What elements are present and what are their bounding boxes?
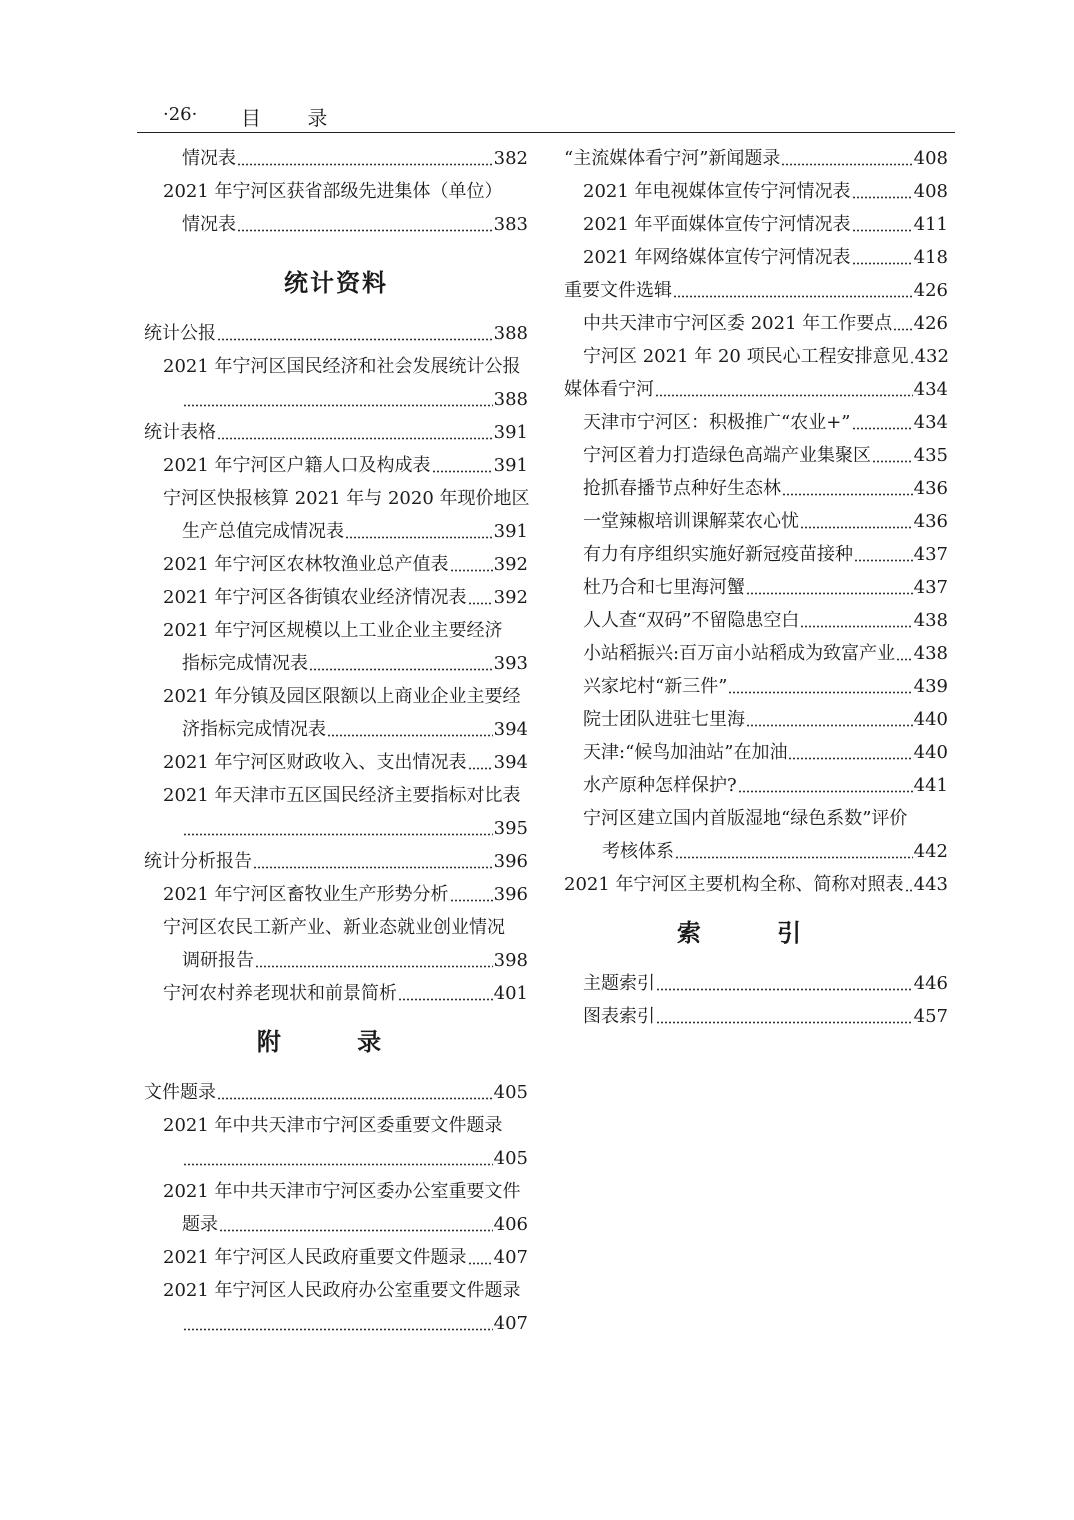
toc-entry-title: 2021 年中共天津市宁河区委办公室重要文件 [163, 1181, 521, 1202]
toc-entry-title: 2021 年网络媒体宣传宁河情况表 [583, 247, 851, 268]
dot-leader [183, 1328, 493, 1331]
dot-leader [253, 866, 493, 869]
toc-entry [182, 519, 528, 545]
toc-page-number: 438 [913, 643, 948, 664]
page-number: ·26· [163, 104, 198, 125]
toc-page-number: 446 [913, 973, 948, 994]
toc-page-number: 426 [913, 280, 948, 301]
toc-entry [163, 453, 528, 479]
toc-page-number: 439 [913, 676, 948, 697]
toc-entry [182, 387, 528, 413]
toc-entry [583, 971, 948, 997]
toc-page-number: 437 [913, 577, 948, 598]
toc-entry [163, 179, 528, 205]
toc-entry-title: 人人查“双码”不留隐患空白 [583, 610, 800, 631]
toc-entry-title: 调研报告 [182, 950, 254, 971]
dot-leader [432, 470, 493, 473]
toc-entry [583, 344, 948, 370]
toc-page-number: 443 [913, 874, 948, 895]
toc-page-number: 426 [913, 313, 948, 334]
toc-entry [163, 552, 528, 578]
toc-page-number: 436 [913, 478, 948, 499]
toc-entry-title: “主流媒体看宁河”新闻题录 [564, 148, 781, 169]
toc-entry [583, 608, 948, 634]
dot-leader [852, 427, 913, 430]
dot-leader [675, 856, 913, 859]
toc-entry-title: 宁河区建立国内首版湿地“绿色系数”评价 [583, 808, 908, 829]
toc-entry-title: 天津市宁河区：积极推广“农业+” [583, 412, 851, 433]
toc-entry [583, 806, 948, 832]
dot-leader [746, 592, 913, 595]
toc-entry [583, 542, 948, 568]
toc-page-number: 396 [493, 884, 528, 905]
toc-page-number: 398 [493, 950, 528, 971]
dot-leader [800, 526, 913, 529]
toc-entry-title: 指标完成情况表 [182, 653, 308, 674]
dot-leader [217, 1097, 493, 1100]
toc-page-number: 406 [493, 1214, 528, 1235]
toc-page-number: 405 [493, 1148, 528, 1169]
toc-entry [583, 443, 948, 469]
dot-leader [468, 1262, 493, 1265]
toc-entry-title: 宁河区农民工新产业、新业态就业创业情况 [163, 917, 505, 938]
dot-leader [656, 988, 913, 991]
dot-leader [738, 790, 913, 793]
toc-entry [163, 915, 528, 941]
page-header [137, 100, 955, 133]
toc-entry-title: 兴家坨村“新三件” [583, 676, 728, 697]
toc-page-number: 388 [493, 323, 528, 344]
toc-entry-title: 2021 年中共天津市宁河区委重要文件题录 [163, 1115, 503, 1136]
toc-page-number: 383 [493, 214, 528, 235]
toc-page-number: 388 [493, 389, 528, 410]
dot-leader [782, 493, 913, 496]
toc-page-number: 392 [493, 587, 528, 608]
dot-leader [309, 668, 493, 671]
toc-entry [583, 410, 948, 436]
toc-entry [144, 1080, 528, 1106]
toc-page-number: 382 [493, 148, 528, 169]
toc-entry-title: 宁河区 2021 年 20 项民心工程安排意见 [583, 346, 909, 367]
toc-entry-title: 2021 年宁河区各街镇农业经济情况表 [163, 587, 467, 608]
toc-entry-title: 文件题录 [144, 1082, 216, 1103]
toc-entry-title: 2021 年宁河区农林牧渔业总产值表 [163, 554, 449, 575]
dot-leader [781, 163, 912, 166]
toc-entry [182, 651, 528, 677]
dot-leader [852, 262, 913, 265]
toc-entry-title: 统计表格 [144, 422, 216, 443]
toc-entry [144, 420, 528, 446]
section-heading: 索 引 [676, 918, 836, 947]
toc-entry [583, 476, 948, 502]
dot-leader [327, 734, 493, 737]
toc-entry [182, 212, 528, 238]
toc-entry [583, 509, 948, 535]
toc-page-number: 434 [913, 379, 948, 400]
toc-entry [583, 773, 948, 799]
toc-entry-title: 情况表 [182, 148, 236, 169]
toc-page-number: 440 [913, 709, 948, 730]
toc-entry [163, 882, 528, 908]
toc-entry [163, 618, 528, 644]
dot-leader [656, 1021, 913, 1024]
toc-entry-title: 2021 年宁河区规模以上工业企业主要经济 [163, 620, 503, 641]
toc-entry [583, 1004, 948, 1030]
toc-entry [182, 1146, 528, 1172]
toc-entry-title: 小站稻振兴:百万亩小站稻成为致富产业 [583, 643, 896, 664]
toc-entry-title: 宁河区快报核算 2021 年与 2020 年现价地区 [163, 488, 530, 509]
toc-page-number: 437 [913, 544, 948, 565]
toc-entry-title: 2021 年平面媒体宣传宁河情况表 [583, 214, 851, 235]
toc-entry-title: 院士团队进驻七里海 [583, 709, 745, 730]
toc-entry [564, 146, 948, 172]
toc-entry-title: 2021 年宁河区国民经济和社会发展统计公报 [163, 356, 521, 377]
toc-entry [602, 839, 948, 865]
toc-page-number: 396 [493, 851, 528, 872]
dot-leader [183, 833, 493, 836]
toc-entry [163, 783, 528, 809]
toc-page-number: 434 [913, 412, 948, 433]
dot-leader [788, 757, 912, 760]
toc-entry-title: 水产原种怎样保护? [583, 775, 737, 796]
toc-page-number: 394 [493, 752, 528, 773]
toc-entry [163, 750, 528, 776]
toc-page-number: 438 [913, 610, 948, 631]
toc-entry [583, 740, 948, 766]
toc-entry-title: 2021 年宁河区户籍人口及构成表 [163, 455, 431, 476]
toc-entry-title: 2021 年宁河区人民政府办公室重要文件题录 [163, 1280, 521, 1301]
toc-page-number: 393 [493, 653, 528, 674]
toc-page-number: 435 [913, 445, 948, 466]
toc-entry-title: 主题索引 [583, 973, 655, 994]
dot-leader [219, 1229, 493, 1232]
toc-entry-title: 2021 年宁河区获省部级先进集体（单位） [163, 181, 503, 202]
toc-entry-title: 情况表 [182, 214, 236, 235]
toc-page-number: 392 [493, 554, 528, 575]
toc-entry-title: 2021 年宁河区主要机构全称、简称对照表 [564, 874, 904, 895]
toc-page-number: 436 [913, 511, 948, 532]
dot-leader [450, 569, 493, 572]
toc-page-number: 411 [913, 214, 948, 235]
toc-page-number: 408 [913, 181, 948, 202]
dot-leader [893, 328, 912, 331]
section-heading: 附 录 [256, 1027, 416, 1056]
toc-page-number: 457 [913, 1006, 948, 1027]
dot-leader [183, 1163, 493, 1166]
dot-leader [217, 338, 493, 341]
toc-entry-title: 抢抓春播节点种好生态林 [583, 478, 781, 499]
toc-entry-title: 统计分析报告 [144, 851, 252, 872]
dot-leader [896, 658, 913, 661]
toc-entry-title: 2021 年电视媒体宣传宁河情况表 [583, 181, 851, 202]
toc-entry [564, 278, 948, 304]
toc-page-number: 401 [493, 983, 528, 1004]
toc-page-number: 407 [493, 1247, 528, 1268]
toc-entry-title: 媒体看宁河 [564, 379, 654, 400]
dot-leader [468, 767, 493, 770]
dot-leader [468, 602, 493, 605]
toc-entry-title: 题录 [182, 1214, 218, 1235]
toc-entry-title: 重要文件选辑 [564, 280, 672, 301]
toc-entry [182, 1311, 528, 1337]
toc-entry [583, 245, 948, 271]
dot-leader [852, 229, 913, 232]
dot-leader [872, 460, 913, 463]
dot-leader [398, 998, 493, 1001]
toc-entry [163, 1245, 528, 1271]
toc-page-number: 405 [493, 1082, 528, 1103]
page-title: 目 录 [241, 106, 348, 130]
dot-leader [673, 295, 913, 298]
dot-leader [852, 196, 913, 199]
toc-entry [564, 377, 948, 403]
toc-page-number: 432 [914, 346, 949, 367]
toc-entry-title: 中共天津市宁河区委 2021 年工作要点 [583, 313, 893, 334]
toc-page-number: 391 [493, 422, 528, 443]
dot-leader [728, 691, 912, 694]
dot-leader [255, 965, 493, 968]
dot-leader [183, 404, 493, 407]
toc-page-number: 407 [493, 1313, 528, 1334]
toc-entry [583, 179, 948, 205]
dot-leader [217, 437, 493, 440]
toc-entry [163, 354, 528, 380]
dot-leader [345, 536, 493, 539]
toc-entry-title: 2021 年分镇及园区限额以上商业企业主要经 [163, 686, 521, 707]
toc-entry [583, 212, 948, 238]
toc-page-number: 418 [913, 247, 948, 268]
toc-entry [144, 849, 528, 875]
section-heading: 统计资料 [284, 268, 388, 297]
toc-page-number: 408 [913, 148, 948, 169]
toc-entry [583, 311, 948, 337]
toc-page-number: 391 [493, 455, 528, 476]
toc-entry-title: 2021 年宁河区畜牧业生产形势分析 [163, 884, 449, 905]
toc-entry [182, 948, 528, 974]
toc-entry [163, 486, 528, 512]
toc-entry-title: 杜乃合和七里海河蟹 [583, 577, 745, 598]
toc-entry [182, 816, 528, 842]
toc-entry-title: 考核体系 [602, 841, 674, 862]
toc-entry [163, 1113, 528, 1139]
toc-entry [583, 575, 948, 601]
toc-entry [163, 981, 528, 1007]
dot-leader [237, 163, 493, 166]
toc-entry [163, 585, 528, 611]
toc-entry [182, 1212, 528, 1238]
toc-entry-title: 天津:“候鸟加油站”在加油 [583, 742, 788, 763]
toc-entry [182, 717, 528, 743]
toc-entry-title: 宁河农村养老现状和前景简析 [163, 983, 397, 1004]
toc-entry [583, 674, 948, 700]
toc-entry-title: 图表索引 [583, 1006, 655, 1027]
toc-entry [163, 684, 528, 710]
toc-page-number: 441 [913, 775, 948, 796]
toc-entry-title: 一堂辣椒培训课解菜农心忧 [583, 511, 799, 532]
toc-entry [583, 641, 948, 667]
dot-leader [746, 724, 913, 727]
toc-entry-title: 济指标完成情况表 [182, 719, 326, 740]
toc-entry-title: 2021 年天津市五区国民经济主要指标对比表 [163, 785, 521, 806]
dot-leader [450, 899, 493, 902]
dot-leader [800, 625, 912, 628]
dot-leader [905, 889, 913, 892]
toc-page-number: 391 [493, 521, 528, 542]
toc-entry [182, 146, 528, 172]
toc-page-number: 395 [493, 818, 528, 839]
toc-entry-title: 2021 年宁河区财政收入、支出情况表 [163, 752, 467, 773]
toc-entry-title: 有力有序组织实施好新冠疫苗接种 [583, 544, 853, 565]
toc-entry [163, 1278, 528, 1304]
dot-leader [854, 559, 913, 562]
toc-entry [564, 872, 948, 898]
toc-entry-title: 生产总值完成情况表 [182, 521, 344, 542]
dot-leader [237, 229, 493, 232]
toc-entry-title: 统计公报 [144, 323, 216, 344]
toc-entry-title: 2021 年宁河区人民政府重要文件题录 [163, 1247, 467, 1268]
toc-page-number: 440 [913, 742, 948, 763]
toc-page-number: 442 [913, 841, 948, 862]
toc-entry-title: 宁河区着力打造绿色高端产业集聚区 [583, 445, 871, 466]
toc-entry [144, 321, 528, 347]
toc-entry [583, 707, 948, 733]
toc-entry [163, 1179, 528, 1205]
dot-leader [655, 394, 913, 397]
toc-page-number: 394 [493, 719, 528, 740]
dot-leader [910, 361, 914, 364]
